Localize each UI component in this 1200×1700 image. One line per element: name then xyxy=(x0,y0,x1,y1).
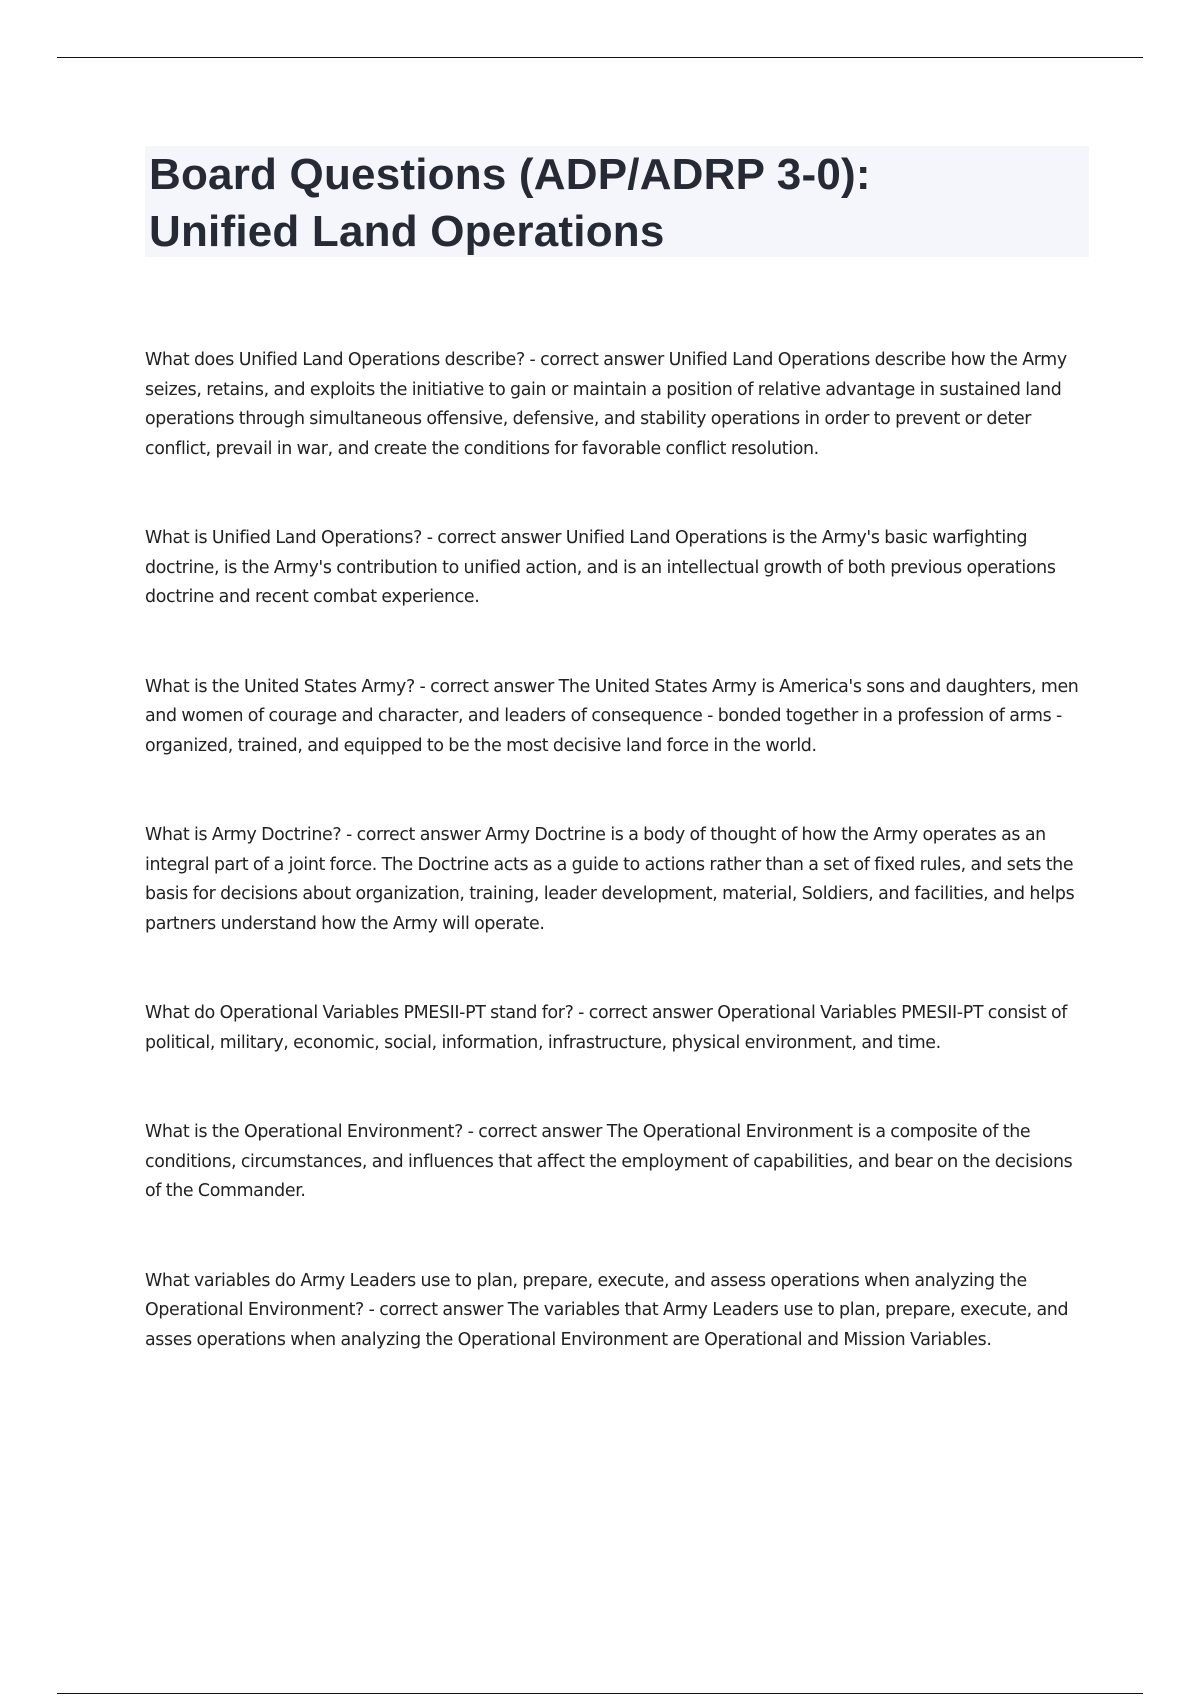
qa-item: What does Unified Land Operations describe? - correct answer Unified Land Operations describe how the Army seizes, retains, and exploits the initiative to gain or maintain a position of relative advantage in sustained land operations through simultaneous offensive, defensive, and stability operations in order to prevent or deter conflict, prevail in war, and create the conditions for favorable conflict resolution. xyxy=(145,350,1067,459)
qa-item: What is Unified Land Operations? - correct answer Unified Land Operations is the Army's basic warfighting doctrine, is the Army's contribution to unified action, and is an intellectual growth of both previous operations doctrine and recent combat experience. xyxy=(145,528,1056,607)
question-list xyxy=(145,346,1089,1355)
qa-item: What is the United States Army? - correct answer The United States Army is America's sons and daughters, men and women of courage and character, and leaders of consequence - bonded together in a profession of arms - organized, trained, and equipped to be the most decisive land force in the world. xyxy=(145,676,1079,756)
footer-divider xyxy=(57,1693,1143,1694)
qa-item: What is the Operational Environment? - correct answer The Operational Environment is a composite of the conditions, circumstances, and influences that affect the employment of capabilities, and bear on the decisions of the Commander. xyxy=(145,1122,1073,1201)
header-divider xyxy=(57,57,1143,58)
qa-item: What is Army Doctrine? - correct answer Army Doctrine is a body of thought of how the Army operates as an integral part of a joint force. The Doctrine acts as a guide to actions rather than a set of fixed rules, and sets the basis for decisions about organization, training, leader development, material, Soldiers, and facilities, and helps partners understand how the Army will operate. xyxy=(145,825,1075,934)
qa-item: What do Operational Variables PMESII-PT stand for? - correct answer Operational Variables PMESII-PT consist of political, military, economic, social, information, infrastructure, physical environment, and time. xyxy=(145,1003,1068,1053)
title-banner xyxy=(145,146,1089,257)
qa-item: What variables do Army Leaders use to plan, prepare, execute, and assess operations when analyzing the Operational Environment? - correct answer The variables that Army Leaders use to plan, prepare, execute, and asses operations when analyzing the Operational Environment are Operational and Mission Variables. xyxy=(145,1270,1069,1350)
document-title: Board Questions (ADP/ADRP 3-0): Unified Land Operations xyxy=(149,150,871,256)
